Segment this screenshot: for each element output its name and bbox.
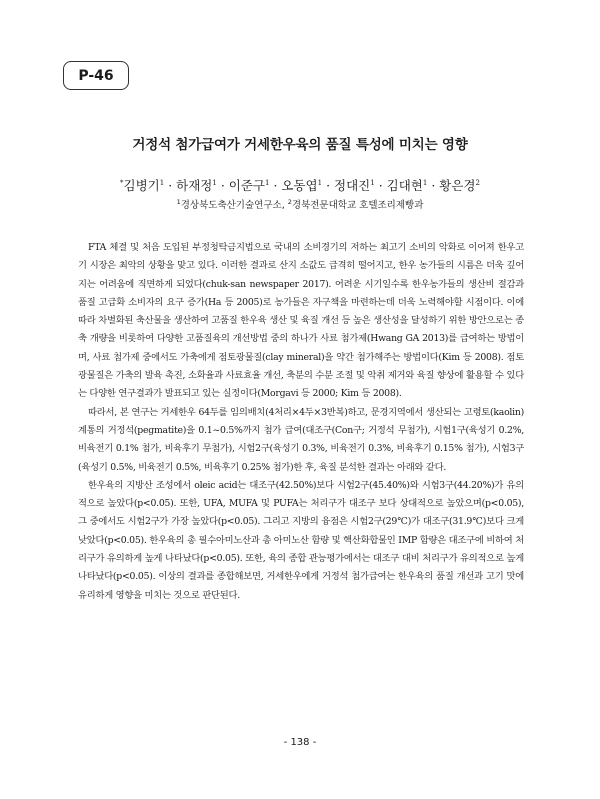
abstract-paragraph: 한우육의 지방산 조성에서 oleic acid는 대조구(42.50%)보다 시험2구(45.40%)와 시험3구(44.20%)가 유의적으로 높았다(p<0.05). 또한, UFA, MUFA 및 PUFA는 처리구가 대조구 보다 상대적으로 높았으며(p<0.05), 그 중에서도 시험2구가 가장 높았다(p<0.05). 그리고 지방의 융점은 시험2구(29℃)가 대조구(31.9℃)보다 크게 낮았다(p<0.05). 한우육의 총 필수아미노산과 총 아미노산 함량 및 핵산화합물인 IMP 함량은 대조구에 비하여 처리구가 유의하게 높게 나타났다(p<0.05). 또한, 육의 종합 관능평가에서는 대조구 대비 처리구가 유의적으로 높게 나타났다(p<0.05). 이상의 결과를 종합해보면, 거세한우에게 거정석 첨가급여는 한우육의 품질 개선과 고기 맛에 유리하게 영향을 미치는 것으로 판단된다.	[78, 479, 524, 601]
affiliation-marker: 2	[475, 178, 480, 187]
affiliation-marker: 1	[317, 178, 323, 187]
author-name-text: 오동엽	[281, 178, 318, 193]
author-name	[334, 178, 375, 193]
author-separator: ·	[164, 178, 177, 193]
author-name-text: 정대진	[334, 178, 371, 193]
author-name	[229, 178, 270, 193]
author-separator: ·	[322, 178, 335, 193]
affiliation-marker: 1	[422, 178, 428, 187]
affiliation-number: 1	[176, 197, 181, 206]
author-separator: ·	[269, 178, 282, 193]
affiliation-marker: 1	[265, 178, 270, 187]
affiliation-marker: 1	[212, 178, 217, 187]
affiliation-text: 경상북도축산기술연구소,	[180, 200, 285, 211]
author-name	[281, 178, 322, 193]
page-number: - 138 -	[283, 737, 317, 748]
affiliation-item	[287, 197, 424, 211]
author-separator: ·	[216, 178, 229, 193]
affiliation-item	[176, 197, 285, 211]
affiliation-list	[0, 197, 600, 211]
author-name-text: 김대현	[386, 178, 423, 193]
poster-number-badge: P-46	[63, 61, 129, 90]
author-name	[439, 178, 480, 193]
author-name-text: 하재정	[176, 178, 213, 193]
author-name	[176, 178, 217, 193]
author-name	[387, 178, 428, 193]
author-name-text: 이준구	[228, 178, 265, 193]
affiliation-marker: 1	[370, 178, 375, 187]
corresponding-author-mark: *	[120, 178, 124, 187]
author-separator: ·	[427, 178, 440, 193]
abstract-body	[78, 239, 524, 605]
author-list	[0, 176, 600, 194]
abstract-paragraph: 따라서, 본 연구는 거세한우 64두를 임의배치(4처리×4두×3반복)하고, 문경지역에서 생산되는 고령토(kaolin) 계통의 거정석(pegmatite)을 0.1~0.5%까지 첨가 급여(대조구(Con구; 거정석 무첨가), 시험1구(육성기 0.2%, 비육전기 0.1% 첨가, 비육후기 무첨가), 시험2구(육성기 0.3%, 비육전기 0.3%, 비육후기 0.15% 첨가), 시험3구(육성기 0.5%, 비육전기 0.5%, 비육후기 0.25% 첨가)한 후, 육질 분석한 결과는 아래와 같다.	[78, 406, 524, 473]
author-name-text: 황은경	[439, 178, 476, 193]
author-separator: ·	[374, 178, 387, 193]
affiliation-number: 2	[287, 197, 292, 206]
paper-title: 거정석 첨가급여가 거세한우육의 품질 특성에 미치는 영향	[132, 137, 468, 153]
author-name-text: 김병기	[123, 178, 160, 193]
abstract-paragraph: FTA 체결 및 처음 도입된 부정청탁금지법으로 국내의 소비경기의 저하는 최고기 소비의 악화로 이어져 한우고기 시장은 최악의 상황을 맞고 있다. 이러한 결과로 산지 소값도 급격히 떨어지고, 한우 농가들의 시름은 더욱 깊어지는 어려움에 직면하게 되었다(chuk-san newspaper 2017). 어려운 시기일수록 한우농가들의 생산비 절감과 품질 고급화 소비자의 요구 증가(Ha 등 2005)로 농가들은 자구책을 마련하는데 더욱 노력해야할 시점이다. 이에 따라 차별화된 축산물을 생산하여 고품질 한우육 생산 및 육질 개선 등 높은 생산성을 달성하기 위한 방안으로는 종축 개량을 비롯하여 다양한 고품질육의 개선방법 중의 하나가 사료 첨가제(Hwang GA 2013)를 급여하는 방법이며, 사료 첨가제 중에서도 가축에게 점토광물질(clay mineral)을 약간 첨가해주는 방법이다(Kim 등 2008). 점토광물질은 가축의 발육 촉진, 소화율과 사료효율 개선, 축분의 수분 조절 및 악취 제거와 육질 향상에 활용할 수 있다는 다양한 연구결과가 발표되고 있는 실정이다(Morgavi 등 2000; Kim 등 2008).	[78, 242, 524, 400]
affiliation-text: 경북전문대학교 호텔조리제빵과	[291, 200, 424, 211]
author-name	[120, 178, 164, 193]
affiliation-marker: 1	[159, 178, 165, 187]
